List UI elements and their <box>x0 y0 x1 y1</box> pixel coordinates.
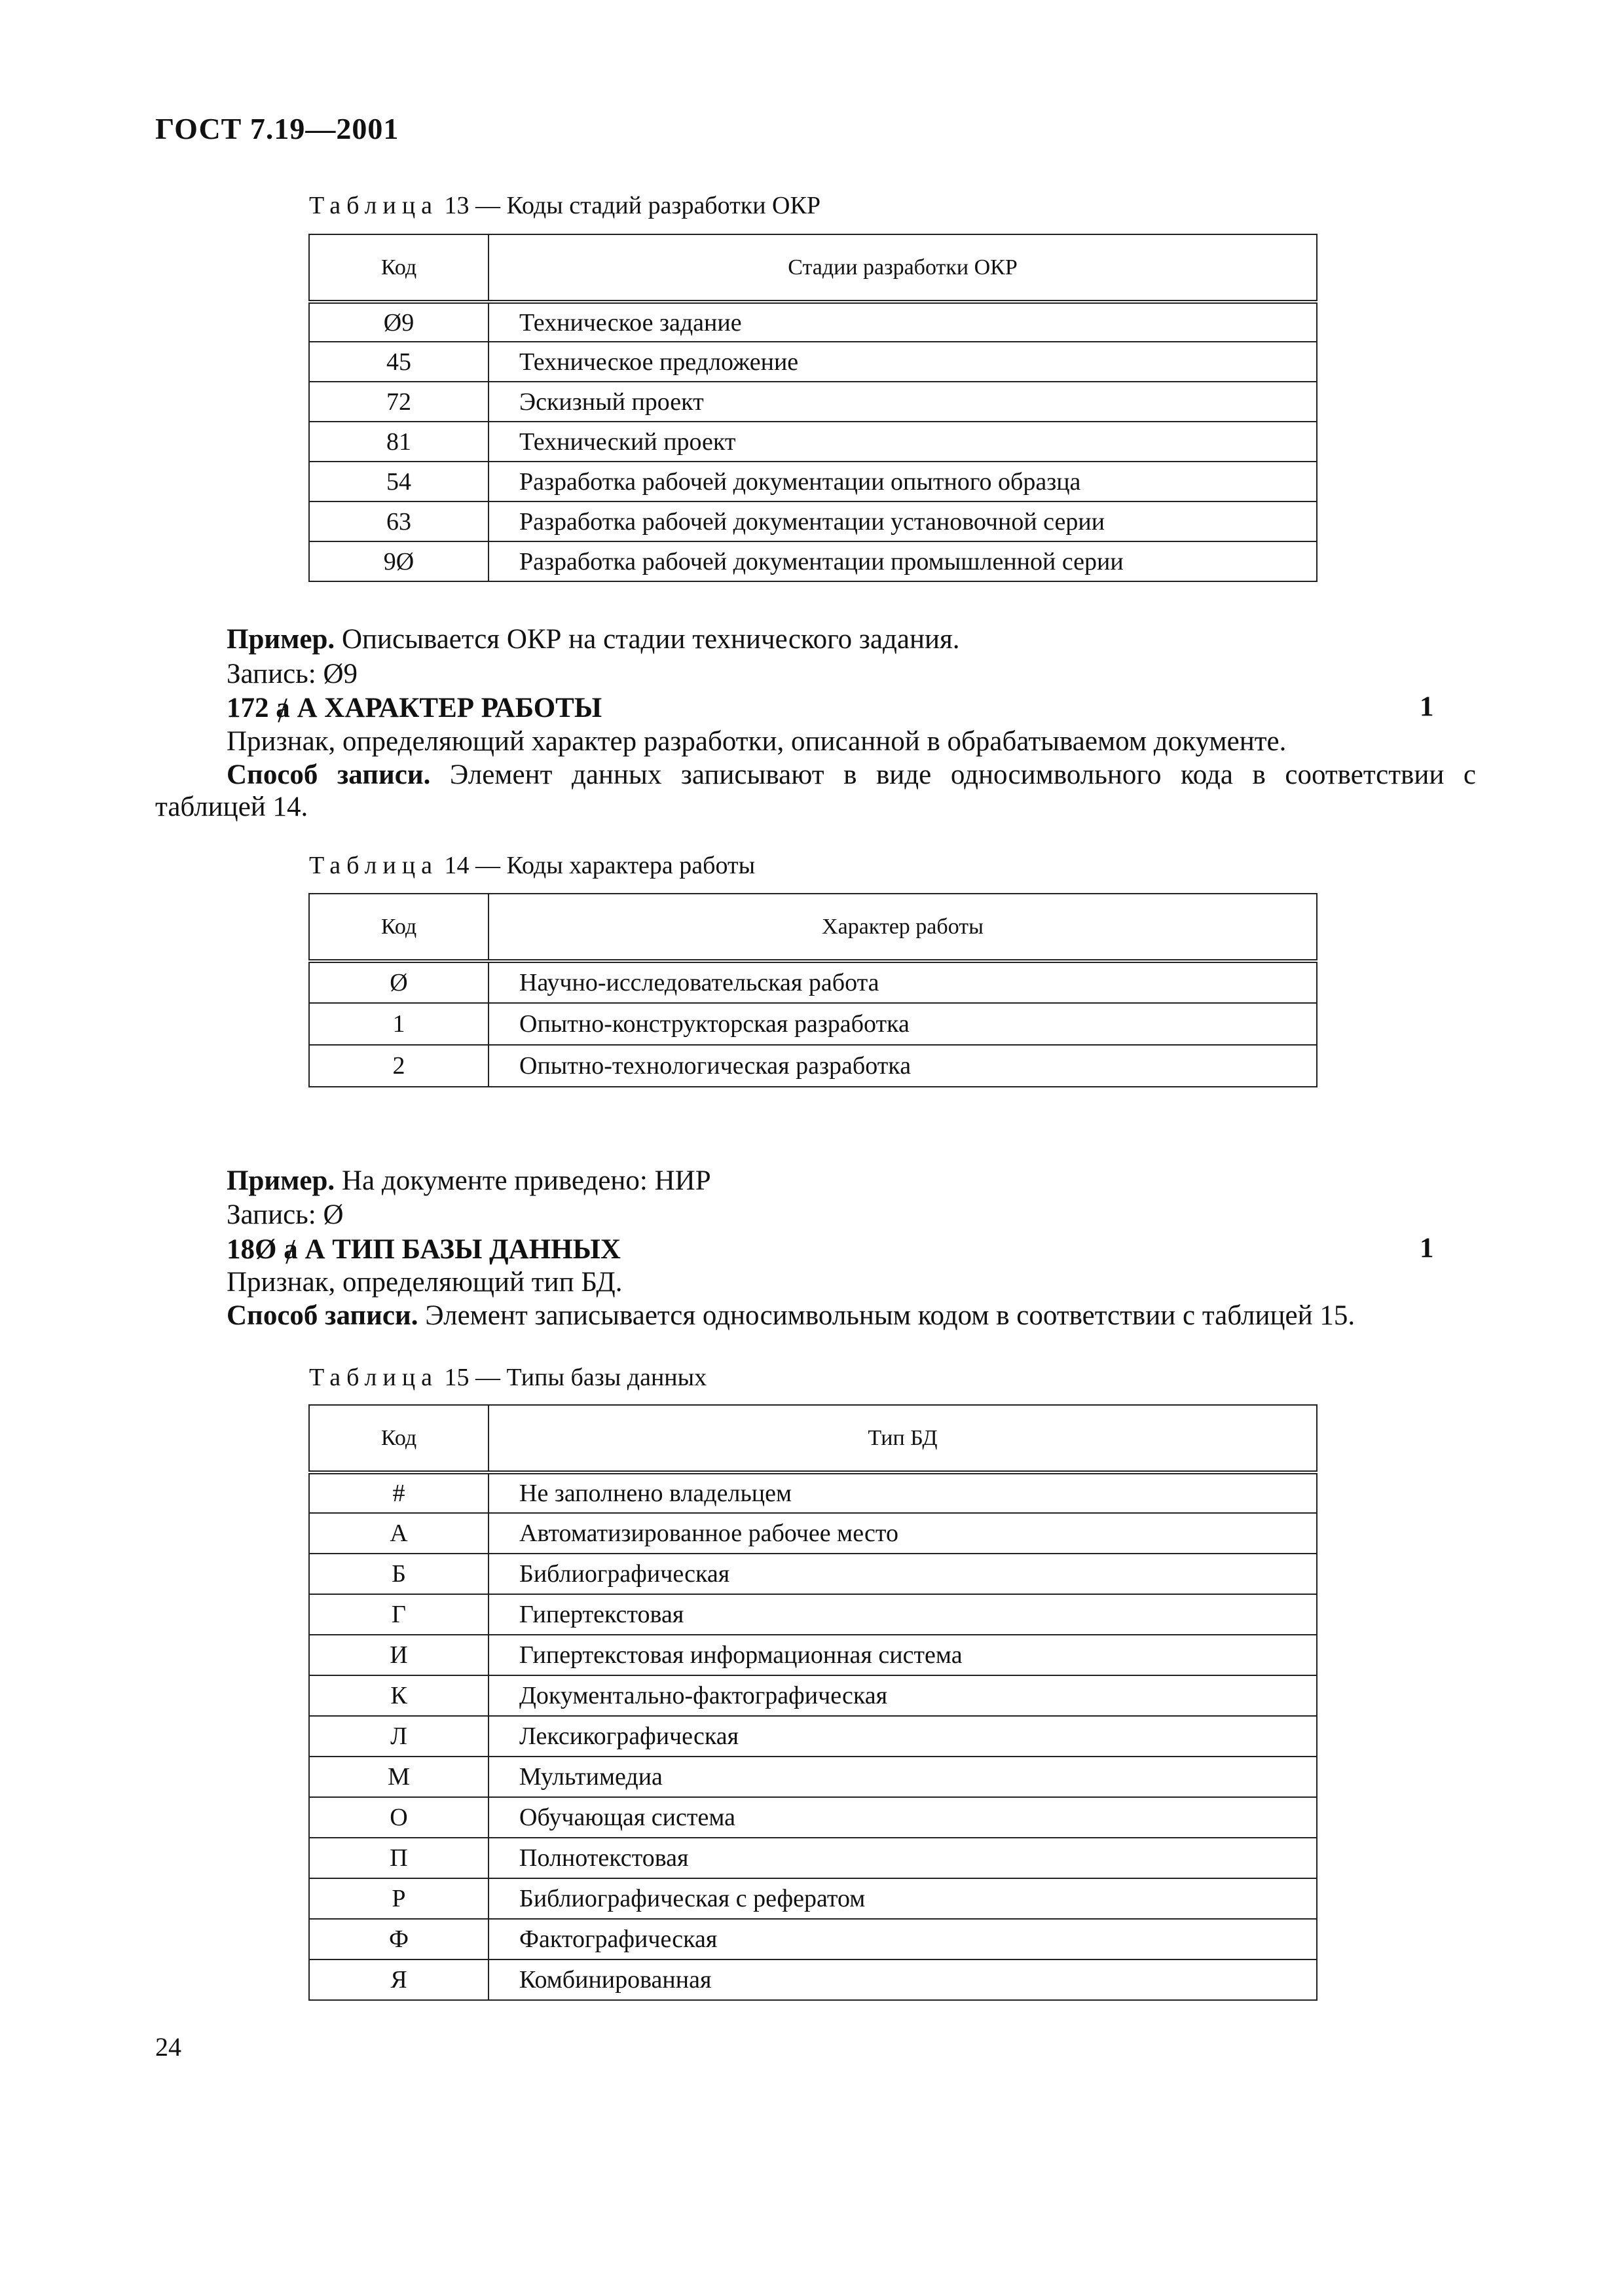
table-row <box>309 462 1317 501</box>
cell-code: # <box>309 1472 488 1513</box>
table-13 <box>308 234 1318 582</box>
cell-code: 54 <box>309 462 488 501</box>
cell-code: А <box>309 1513 488 1554</box>
field-180-method <box>227 1298 1355 1334</box>
table-row <box>309 541 1317 581</box>
table-14 <box>308 893 1318 1087</box>
column-header-code: Код <box>309 894 488 961</box>
table-row <box>309 422 1317 462</box>
table-row <box>309 1003 1317 1045</box>
table-row <box>309 1878 1317 1919</box>
caption-word: Таблица <box>309 192 439 219</box>
cell-text: Мультимедиа <box>488 1757 1317 1797</box>
caption-word: Таблица <box>309 852 439 879</box>
table-row <box>309 1797 1317 1838</box>
cell-text: Не заполнено владельцем <box>488 1472 1317 1513</box>
table-row <box>309 1675 1317 1716</box>
field-180-description: Признак, определяющий тип БД. <box>227 1267 623 1298</box>
example-text: Описывается ОКР на стадии технического задания. <box>335 624 960 655</box>
caption-text: 14 — Коды характера работы <box>438 852 756 879</box>
field-172-count: 1 <box>1420 691 1434 722</box>
column-header-db-type: Тип БД <box>488 1405 1317 1472</box>
cell-text: Лексикографическая <box>488 1716 1317 1757</box>
table-15-caption <box>309 1363 707 1392</box>
example-1-record: Запись: Ø9 <box>227 659 358 689</box>
cell-code: Г <box>309 1594 488 1635</box>
table-row <box>309 1959 1317 2000</box>
field-172-method <box>227 757 1476 793</box>
column-header-code: Код <box>309 234 488 302</box>
cell-text: Технический проект <box>488 422 1317 462</box>
cell-text: Разработка рабочей документации установочной серии <box>488 501 1317 541</box>
cell-code: О <box>309 1797 488 1838</box>
cell-code: Я <box>309 1959 488 2000</box>
page-number: 24 <box>155 2032 181 2062</box>
cell-code: 1 <box>309 1003 488 1045</box>
table-row <box>309 501 1317 541</box>
cell-code: Ø9 <box>309 302 488 342</box>
cell-code: 45 <box>309 342 488 382</box>
cell-code: Л <box>309 1716 488 1757</box>
cell-code: 81 <box>309 422 488 462</box>
cell-text: Разработка рабочей документации опытного образца <box>488 462 1317 501</box>
field-172-description: Признак, определяющий характер разработки, описанной в обрабатываемом документе. <box>227 726 1287 757</box>
cell-code: М <box>309 1757 488 1797</box>
cell-text: Разработка рабочей документации промышленной серии <box>488 541 1317 581</box>
example-2-record: Запись: Ø <box>227 1199 344 1230</box>
table-row <box>309 1554 1317 1594</box>
table-row <box>309 1919 1317 1959</box>
cell-text: Фактографическая <box>488 1919 1317 1959</box>
cell-text: Эскизный проект <box>488 382 1317 422</box>
cell-code: К <box>309 1675 488 1716</box>
cell-text: Опытно-конструкторская разработка <box>488 1003 1317 1045</box>
table-15 <box>308 1404 1318 2001</box>
column-header-stages: Стадии разработки ОКР <box>488 234 1317 302</box>
method-label: Способ записи. <box>227 1300 418 1331</box>
table-row <box>309 1757 1317 1797</box>
caption-word: Таблица <box>309 1364 439 1391</box>
cell-text: Техническое задание <box>488 302 1317 342</box>
cell-code: П <box>309 1838 488 1878</box>
column-header-code: Код <box>309 1405 488 1472</box>
example-2 <box>227 1163 711 1199</box>
example-1 <box>227 622 960 657</box>
example-label: Пример. <box>227 1165 335 1196</box>
cell-text: Полнотекстовая <box>488 1838 1317 1878</box>
table-row <box>309 382 1317 422</box>
table-row <box>309 1635 1317 1675</box>
document-header: ГОСТ 7.19—2001 <box>155 112 399 145</box>
cell-text: Научно-исследовательская работа <box>488 961 1317 1003</box>
cell-code: И <box>309 1635 488 1675</box>
example-text: На документе приведено: НИР <box>335 1165 711 1196</box>
example-label: Пример. <box>227 624 335 655</box>
cell-text: Обучающая система <box>488 1797 1317 1838</box>
table-row <box>309 342 1317 382</box>
table-13-caption <box>309 191 820 220</box>
field-180-title: 18Ø ⱥ А ТИП БАЗЫ ДАННЫХ <box>227 1234 621 1265</box>
table-row <box>309 1838 1317 1878</box>
cell-text: Комбинированная <box>488 1959 1317 2000</box>
table-row <box>309 1472 1317 1513</box>
cell-code: 72 <box>309 382 488 422</box>
cell-text: Гипертекстовая информационная система <box>488 1635 1317 1675</box>
method-text: Элемент данных записывают в виде односимвольного кода в соответствии с <box>430 759 1476 790</box>
cell-text: Библиографическая с рефератом <box>488 1878 1317 1919</box>
cell-code: Р <box>309 1878 488 1919</box>
field-180-count: 1 <box>1420 1233 1434 1264</box>
cell-code: 9Ø <box>309 541 488 581</box>
cell-text: Библиографическая <box>488 1554 1317 1594</box>
cell-code: 2 <box>309 1045 488 1087</box>
field-172-title: 172 ⱥ А ХАРАКТЕР РАБОТЫ <box>227 693 602 723</box>
field-172-method-cont: таблицей 14. <box>155 792 308 822</box>
cell-text: Опытно-технологическая разработка <box>488 1045 1317 1087</box>
table-row <box>309 1594 1317 1635</box>
cell-text: Техническое предложение <box>488 342 1317 382</box>
caption-text: 13 — Коды стадий разработки ОКР <box>438 192 820 219</box>
cell-text: Автоматизированное рабочее место <box>488 1513 1317 1554</box>
table-row <box>309 1045 1317 1087</box>
cell-code: Б <box>309 1554 488 1594</box>
cell-code: Ф <box>309 1919 488 1959</box>
table-row <box>309 302 1317 342</box>
method-label: Способ записи. <box>227 759 431 790</box>
table-row <box>309 1716 1317 1757</box>
cell-code: Ø <box>309 961 488 1003</box>
table-14-caption <box>309 851 755 880</box>
table-row <box>309 1513 1317 1554</box>
cell-code: 63 <box>309 501 488 541</box>
column-header-work-type: Характер работы <box>488 894 1317 961</box>
caption-text: 15 — Типы базы данных <box>438 1364 707 1391</box>
cell-text: Документально-фактографическая <box>488 1675 1317 1716</box>
cell-text: Гипертекстовая <box>488 1594 1317 1635</box>
table-row <box>309 961 1317 1003</box>
method-text: Элемент записывается односимвольным кодом в соответствии с таблицей 15. <box>418 1300 1355 1331</box>
